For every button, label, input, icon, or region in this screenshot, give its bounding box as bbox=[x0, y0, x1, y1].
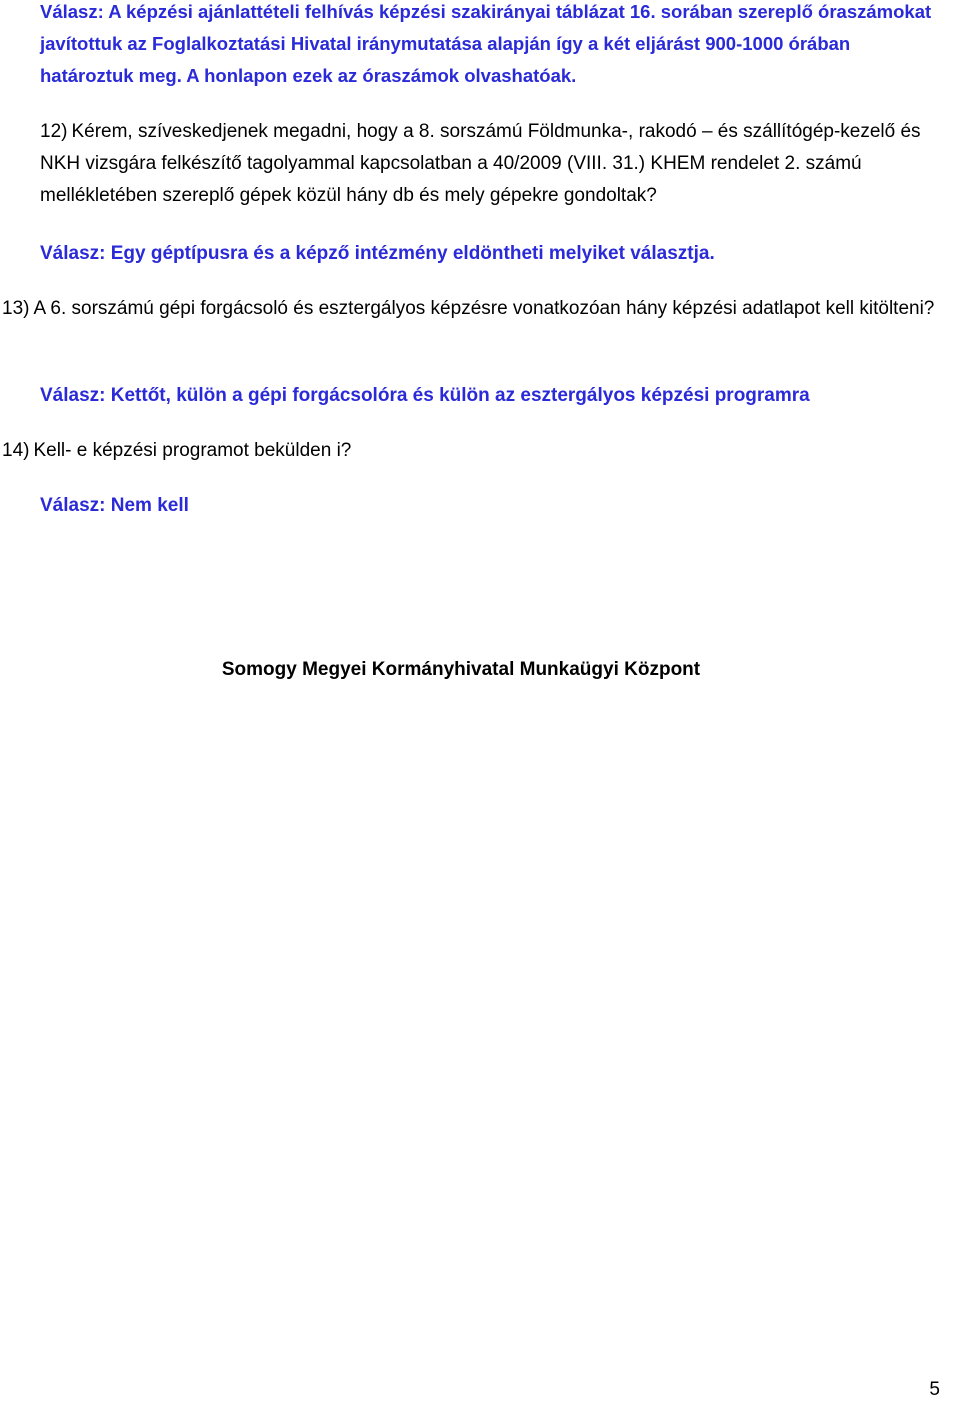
page-number: 5 bbox=[929, 1379, 940, 1400]
question-13-text: A 6. sorszámú gépi forgácsoló és esztergályos képzésre vonatkozóan hány képzési adatlapot kell kitölteni? bbox=[33, 298, 935, 319]
answer-13: Válasz: Kettőt, külön a gépi forgácsolóra és külön az esztergályos képzési programra bbox=[40, 385, 810, 406]
question-13 bbox=[2, 293, 937, 325]
question-12-number: 12) bbox=[40, 121, 68, 142]
question-14-text: Kell- e képzési programot bekülden i? bbox=[33, 440, 352, 461]
answer-14: Válasz: Nem kell bbox=[40, 495, 189, 516]
answer-11: Válasz: A képzési ajánlattételi felhívás képzési szakirányai táblázat 16. sorában szereplő óraszámokat javítottuk az Foglalkoztatási Hivatal iránymutatása alapján így a két eljárást 900-1000 órában határoztuk meg. A honlapon ezek az óraszámok olvashatóak. bbox=[40, 1, 932, 86]
question-12-text: Kérem, szíveskedjenek megadni, hogy a 8. sorszámú Földmunka-, rakodó – és szállítógép-kezelő és NKH vizsgára felkészítő tagolyammal kapcsolatban a 40/2009 (VIII. 31.) KHEM rendelet 2. számú mellékletében szereplő gépek közül hány db és mely gépekre gondoltak? bbox=[40, 121, 921, 206]
question-14-number: 14) bbox=[2, 440, 30, 461]
question-13-number: 13) bbox=[2, 298, 30, 319]
signature-organization: Somogy Megyei Kormányhivatal Munkaügyi Központ bbox=[221, 659, 701, 680]
question-14 bbox=[2, 435, 937, 467]
answer-12: Válasz: Egy géptípusra és a képző intézmény eldöntheti melyiket választja. bbox=[40, 243, 715, 264]
question-12 bbox=[40, 116, 935, 212]
